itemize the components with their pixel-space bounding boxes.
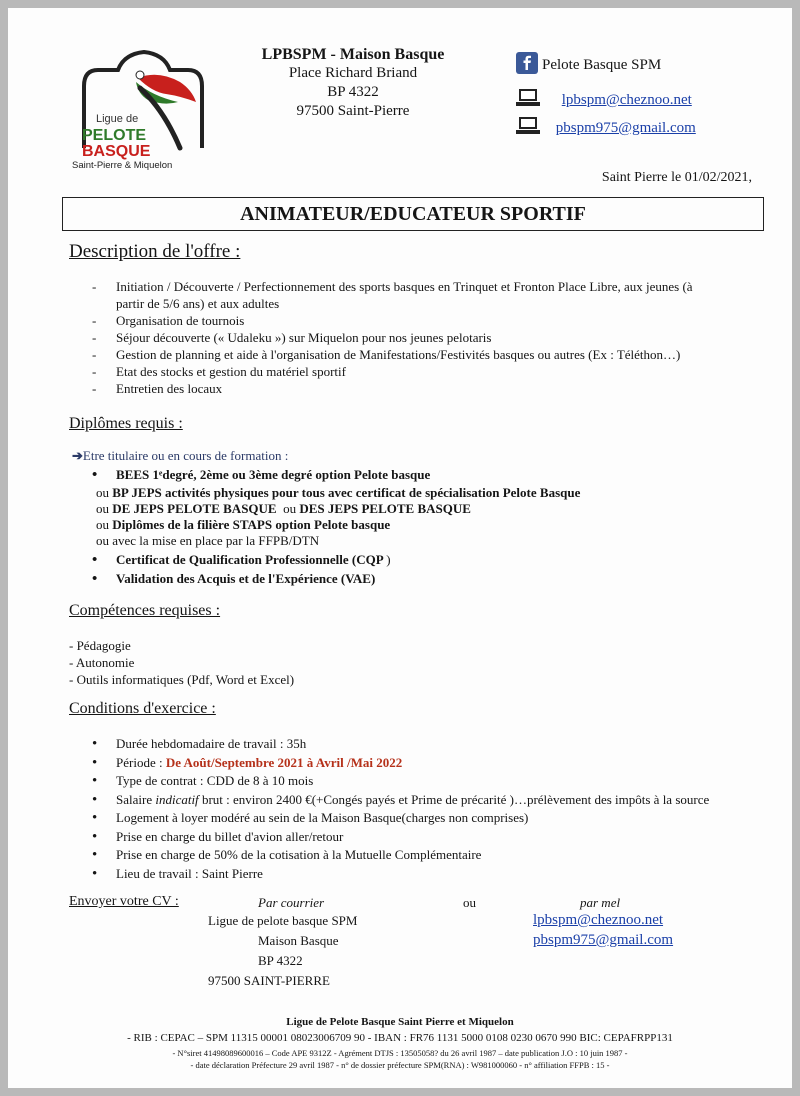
logo-line4: Saint-Pierre & Miquelon <box>72 160 173 170</box>
conditions-list <box>92 735 709 883</box>
list-item: • BEES 1ᵉdegré, 2ème ou 3ème degré option Pelote basque <box>92 466 430 485</box>
diplomes-list-top <box>92 466 430 485</box>
pelote-basque-emblem-icon <box>68 48 228 170</box>
logo-line1: Ligue de <box>96 113 139 125</box>
postal-address-line1: Ligue de pelote basque SPM <box>208 913 358 928</box>
address-line2: BP 4322 <box>327 84 379 100</box>
list-item: - Organisation de tournois <box>92 312 693 329</box>
computer-icon <box>516 88 540 113</box>
diplomes-list-bottom <box>92 551 391 588</box>
cv-email-link-2[interactable]: pbspm975@gmail.com <box>533 932 674 948</box>
list-item: • Logement à loyer modéré au sein de la Maison Basque(charges non comprises) <box>92 809 709 828</box>
email-link-2[interactable]: pbspm975@gmail.com <box>555 119 696 136</box>
job-title: ANIMATEUR/EDUCATEUR SPORTIF <box>62 197 764 231</box>
list-item: • Prise en charge de 50% de la cotisation à la Mutuelle Complémentaire <box>92 846 709 865</box>
postal-address-line2: Maison Basque <box>258 933 339 948</box>
email-contact-1 <box>516 88 692 113</box>
list-item: - Autonomie <box>69 655 135 670</box>
diplome-ffpb: ou avec la mise en place par la FFPB/DTN <box>96 533 320 548</box>
arrow-right-icon: ➔ <box>72 448 83 463</box>
description-list <box>92 278 693 397</box>
list-item: - Séjour découverte (« Udaleku ») sur Miquelon pour nos jeunes pelotaris <box>92 329 693 346</box>
org-name: LPBSPM - Maison Basque <box>261 46 445 63</box>
description-heading: Description de l'offre : <box>69 241 241 262</box>
footer-bank-details: - RIB : CEPAC – SPM 11315 00001 08023006709 90 - IBAN : FR76 1131 5000 0108 0230 0670 990 BIC: CEPAFRPP131 <box>127 1032 673 1044</box>
list-item: - Pédagogie <box>69 638 131 653</box>
diplome-bp: ou BP JEPS activités physiques pour tous avec certificat de spécialisation Pelote Basque <box>96 485 581 500</box>
list-item: - Etat des stocks et gestion du matériel sportif <box>92 363 693 380</box>
facebook-page-name: Pelote Basque SPM <box>542 56 662 73</box>
list-item: • Type de contrat : CDD de 8 à 10 mois <box>92 772 709 791</box>
diplome-staps: ou Diplômes de la filière STAPS option Pelote basque <box>96 517 391 532</box>
league-logo <box>68 48 228 170</box>
competences-list <box>69 637 294 688</box>
diplome-jeps: ou DE JEPS PELOTE BASQUE ou DES JEPS PELOTE BASQUE <box>96 501 471 516</box>
document-page <box>8 8 792 1088</box>
computer-icon <box>516 116 540 141</box>
envoi-ou: ou <box>463 895 476 910</box>
logo-line2: PELOTE <box>82 127 147 144</box>
postal-address-line3: BP 4322 <box>258 953 303 968</box>
email-link-1[interactable]: lpbspm@cheznoo.net <box>561 91 692 108</box>
footer-registration: - N°siret 41498089600016 – Code APE 9312Z - Agrément DTJS : 13505058? du 26 avril 1987 – date publication J.O : 10 juin 1987 - <box>172 1048 628 1058</box>
diplomes-heading: Diplômes requis : <box>69 415 183 432</box>
list-item: • Prise en charge du billet d'avion aller/retour <box>92 828 709 847</box>
competences-heading: Compétences requises : <box>69 602 221 619</box>
logo-line3: BASQUE <box>82 143 151 160</box>
diplomes-intro: ➔Etre titulaire ou en cours de formation : <box>72 448 289 463</box>
address-line3: 97500 Saint-Pierre <box>296 103 410 119</box>
list-item: • Lieu de travail : Saint Pierre <box>92 865 709 884</box>
facebook-contact <box>516 52 661 79</box>
document-date: Saint Pierre le 01/02/2021, <box>601 170 752 185</box>
envoi-label: Envoyer votre CV : <box>69 894 179 909</box>
par-mel: par mel <box>580 895 621 910</box>
footer-org-name: Ligue de Pelote Basque Saint Pierre et Miquelon <box>286 1016 514 1028</box>
org-address <box>228 45 478 121</box>
list-item: • Durée hebdomadaire de travail : 35h <box>92 735 709 754</box>
address-line1: Place Richard Briand <box>288 65 418 81</box>
list-item: • Période : De Août/Septembre 2021 à Avril /Mai 2022 <box>92 754 709 773</box>
postal-address-line4: 97500 SAINT-PIERRE <box>208 973 330 988</box>
list-item: • Validation des Acquis et de l'Expérience (VAE) <box>92 570 391 589</box>
footer-declaration: - date déclaration Préfecture 29 avril 1987 - n° de dossier préfecture SPM(RNA) : W981000060 - n° affiliation FFPB : 15 - <box>190 1060 610 1070</box>
list-item: - Initiation / Découverte / Perfectionnement des sports basques en Trinquet et Fronton Place Libre, aux jeunes (à partir de 5/6 ans) et aux adultes <box>92 278 693 312</box>
list-item: - Gestion de planning et aide à l'organisation de Manifestations/Festivités basques ou autres (Ex : Téléthon…) <box>92 346 693 363</box>
list-item: - Entretien des locaux <box>92 380 693 397</box>
facebook-icon <box>516 52 538 79</box>
email-contact-2 <box>516 116 696 141</box>
cv-email-link-1[interactable]: lpbspm@cheznoo.net <box>533 912 664 928</box>
list-item: • Salaire indicatif brut : environ 2400 €(+Congés payés et Prime de précarité )…prélèvement des impôts à la source <box>92 791 709 810</box>
par-courrier: Par courrier <box>258 895 325 910</box>
list-item: - Outils informatiques (Pdf, Word et Excel) <box>69 672 295 687</box>
list-item: • Certificat de Qualification Professionnelle (CQP ) <box>92 551 391 570</box>
conditions-heading: Conditions d'exercice : <box>69 700 216 717</box>
